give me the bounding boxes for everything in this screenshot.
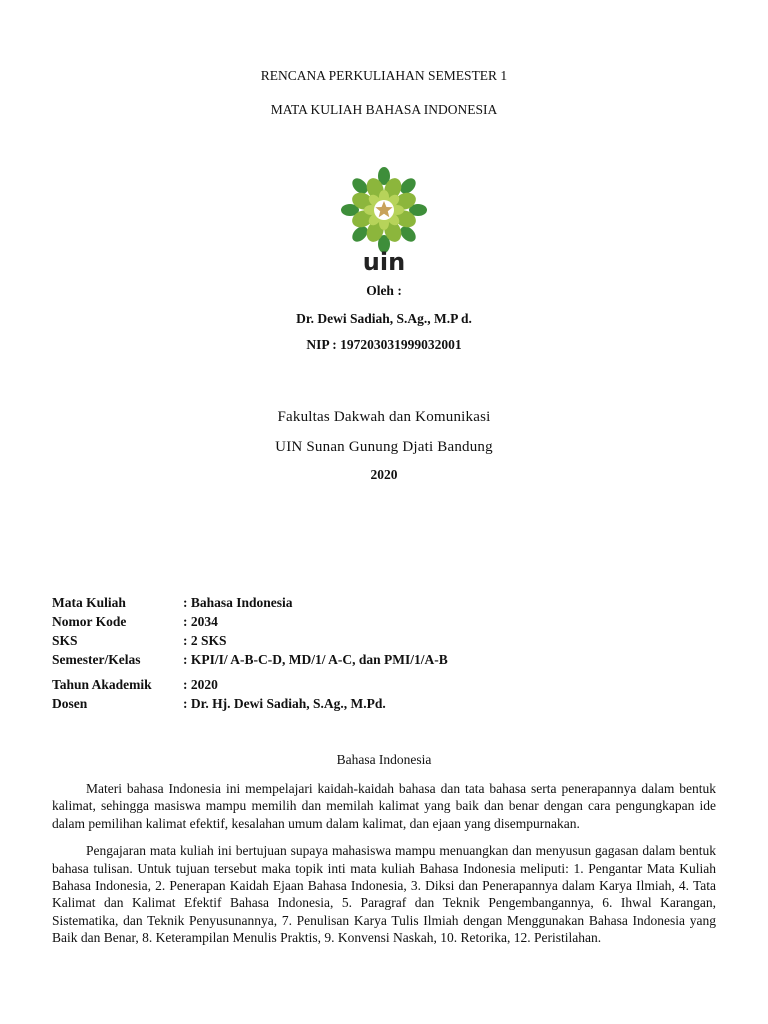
university-name: UIN Sunan Gunung Djati Bandung xyxy=(275,439,493,455)
course-info-value: : 2020 xyxy=(183,677,218,692)
course-info-label: Nomor Kode xyxy=(52,614,127,629)
section-body xyxy=(52,780,716,947)
course-info-label: Tahun Akademik xyxy=(52,677,152,692)
course-info-value: : 2034 xyxy=(183,614,218,629)
uin-logo xyxy=(334,166,434,274)
section-title: Bahasa Indonesia xyxy=(336,752,432,767)
course-info-label: Dosen xyxy=(52,696,88,711)
by-label: Oleh : xyxy=(366,283,402,298)
course-info-label: Mata Kuliah xyxy=(52,595,126,610)
faculty-name: Fakultas Dakwah dan Komunikasi xyxy=(277,409,491,425)
course-info-label: SKS xyxy=(52,633,78,648)
document-year: 2020 xyxy=(370,467,398,482)
course-info-value: : 2 SKS xyxy=(183,633,227,648)
course-info-value: : Bahasa Indonesia xyxy=(183,595,293,610)
author-nip: NIP : 197203031999032001 xyxy=(306,337,462,352)
paragraph: Materi bahasa Indonesia ini mempelajari kaidah-kaidah bahasa dan tata bahasa serta penerapannya dalam bentuk kalimat, sehingga masiswa mampu memilih dan memilah kalimat yang baik dan benar dengan cara pengungkapan ide dalam pemilihan kalimat efektif, kesalahan umum dalam kalimat, dan ejaan yang disempurnakan. xyxy=(52,781,716,831)
paragraph: Pengajaran mata kuliah ini bertujuan supaya mahasiswa mampu menuangkan dan menyusun gagasan dalam bentuk bahasa tulisan. Untuk tujuan tersebut maka topik inti mata kuliah Bahasa Indonesia meliputi: 1. Pengantar Mata Kuliah Bahasa Indonesia, 2. Penerapan Kaidah Ejaan Bahasa Indonesia, 3. Diksi dan Penerapannya dalam Karya Ilmiah, 4. Tata Kalimat dan Kalimat Efektif Bahasa Indonesia, 5. Paragraf dan Teknik Pengembangannya, 6. Ihwal Karangan, Sistematika, dan Teknik Penyusunannya, 7. Penulisan Karya Tulis Ilmiah dengan Menggunakan Bahasa Indonesia yang Baik dan Benar, 8. Keterampilan Menulis Praktis, 9. Konvensi Naskah, 10. Retorika, 12. Peristilahan. xyxy=(52,843,716,946)
document-title-line1: RENCANA PERKULIAHAN SEMESTER 1 xyxy=(260,68,508,83)
uin-logo-flower-icon xyxy=(341,167,427,253)
document-title-line2: MATA KULIAH BAHASA INDONESIA xyxy=(270,102,498,117)
uin-logo-text: uin xyxy=(362,248,406,274)
course-info-value: : KPI/I/ A-B-C-D, MD/1/ A-C, dan PMI/1/A-B xyxy=(183,652,448,667)
course-info-value: : Dr. Hj. Dewi Sadiah, S.Ag., M.Pd. xyxy=(183,696,386,711)
course-info-label: Semester/Kelas xyxy=(52,652,141,667)
author-name: Dr. Dewi Sadiah, S.Ag., M.P d. xyxy=(296,311,472,326)
